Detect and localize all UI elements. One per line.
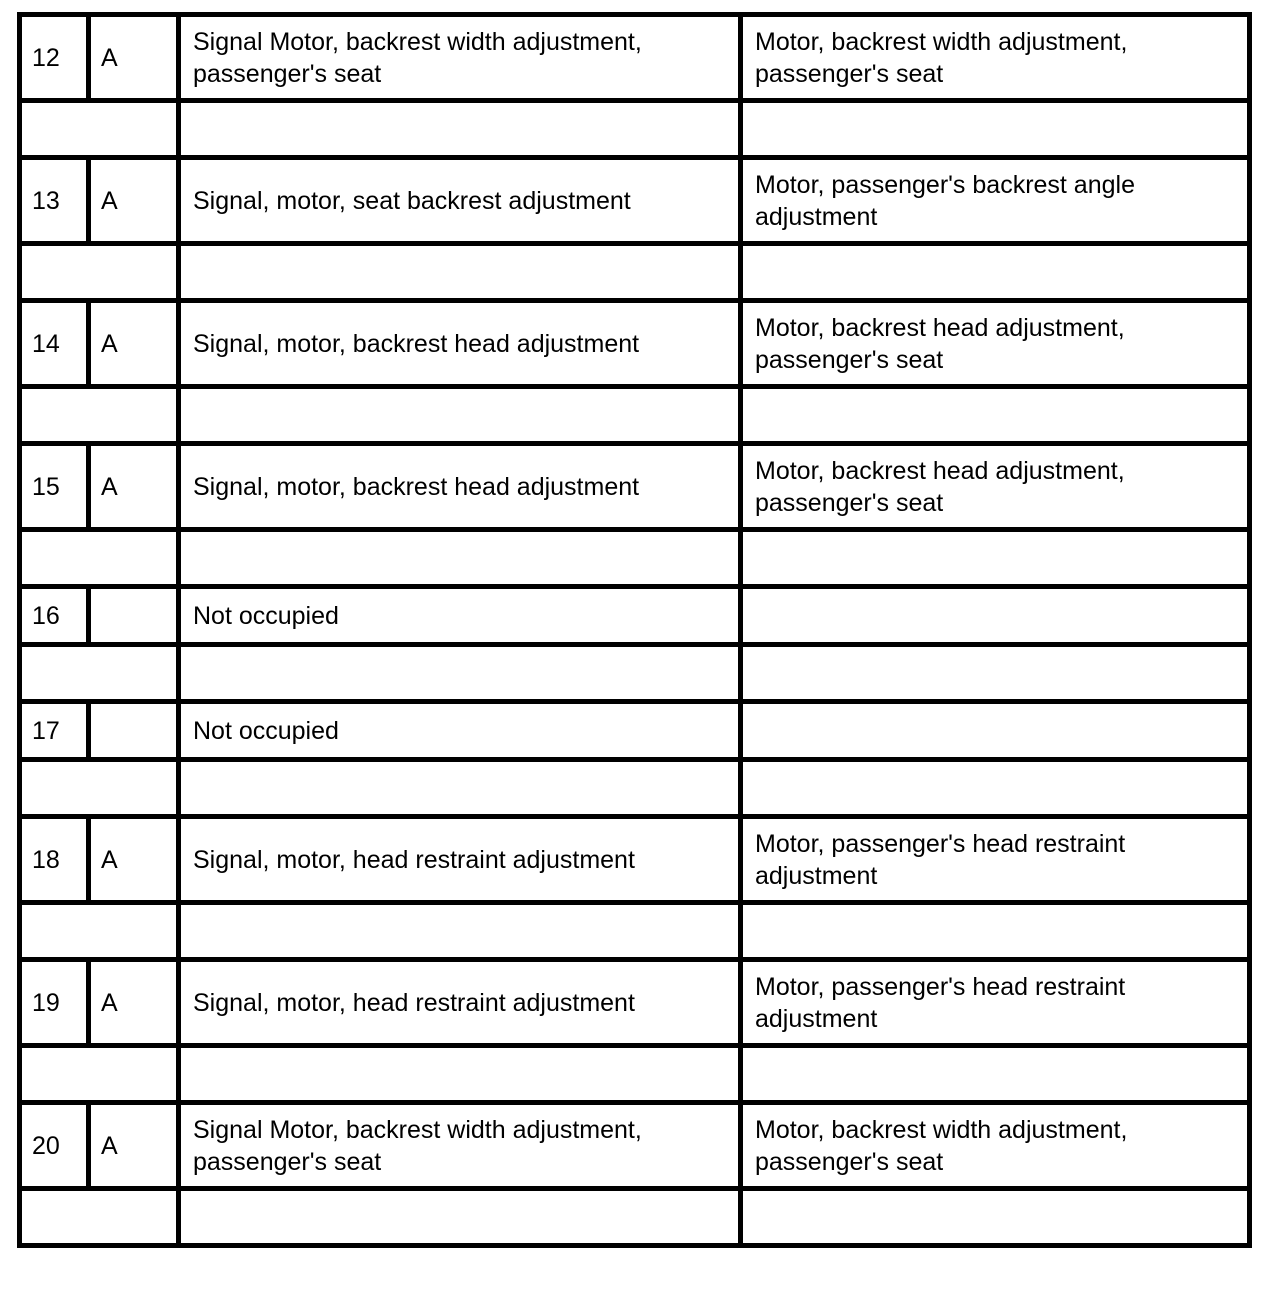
empty-cell: [179, 760, 741, 817]
description-cell: Motor, backrest width adjustment, passenger's seat: [741, 1103, 1250, 1189]
description-cell: [741, 702, 1250, 760]
pin-number-cell: 12: [20, 15, 89, 101]
spacer-row: [20, 903, 1250, 960]
pin-type-cell: A: [89, 444, 179, 530]
pin-number-cell: 14: [20, 301, 89, 387]
table-row: [20, 158, 1250, 244]
table-row: [20, 1103, 1250, 1189]
pin-assignment-table: [17, 12, 1252, 1248]
pin-number-cell: 19: [20, 960, 89, 1046]
pin-number-cell: 20: [20, 1103, 89, 1189]
empty-cell: [741, 387, 1250, 444]
empty-cell: [179, 530, 741, 587]
empty-cell: [20, 645, 179, 702]
spacer-row: [20, 244, 1250, 301]
table-row: [20, 702, 1250, 760]
pin-type-cell: [89, 702, 179, 760]
description-cell: Motor, passenger's head restraint adjustment: [741, 960, 1250, 1046]
signal-cell: Signal, motor, backrest head adjustment: [179, 301, 741, 387]
signal-cell: Not occupied: [179, 587, 741, 645]
empty-cell: [179, 645, 741, 702]
pin-number-cell: 17: [20, 702, 89, 760]
empty-cell: [741, 1046, 1250, 1103]
empty-cell: [741, 101, 1250, 158]
spacer-row: [20, 760, 1250, 817]
spacer-row: [20, 645, 1250, 702]
empty-cell: [179, 903, 741, 960]
empty-cell: [20, 903, 179, 960]
table-row: [20, 301, 1250, 387]
empty-cell: [741, 760, 1250, 817]
spacer-row: [20, 530, 1250, 587]
empty-cell: [741, 1189, 1250, 1246]
empty-cell: [741, 645, 1250, 702]
empty-cell: [20, 760, 179, 817]
pin-type-cell: A: [89, 158, 179, 244]
spacer-row: [20, 101, 1250, 158]
signal-cell: Signal, motor, backrest head adjustment: [179, 444, 741, 530]
empty-cell: [20, 101, 179, 158]
pin-number-cell: 18: [20, 817, 89, 903]
pin-type-cell: A: [89, 1103, 179, 1189]
empty-cell: [741, 903, 1250, 960]
empty-cell: [20, 1046, 179, 1103]
table-row: [20, 960, 1250, 1046]
description-cell: [741, 587, 1250, 645]
empty-cell: [741, 244, 1250, 301]
spacer-row: [20, 1046, 1250, 1103]
table-row: [20, 444, 1250, 530]
description-cell: Motor, backrest head adjustment, passenger's seat: [741, 301, 1250, 387]
pin-number-cell: 16: [20, 587, 89, 645]
signal-cell: Signal, motor, seat backrest adjustment: [179, 158, 741, 244]
pin-type-cell: A: [89, 15, 179, 101]
pin-type-cell: A: [89, 301, 179, 387]
table-row: [20, 15, 1250, 101]
pin-type-cell: A: [89, 960, 179, 1046]
description-cell: Motor, backrest width adjustment, passenger's seat: [741, 15, 1250, 101]
pin-number-cell: 13: [20, 158, 89, 244]
empty-cell: [179, 101, 741, 158]
empty-cell: [20, 530, 179, 587]
signal-cell: Signal Motor, backrest width adjustment, passenger's seat: [179, 1103, 741, 1189]
spacer-row: [20, 1189, 1250, 1246]
table-row: [20, 587, 1250, 645]
signal-cell: Signal Motor, backrest width adjustment, passenger's seat: [179, 15, 741, 101]
empty-cell: [179, 387, 741, 444]
table-row: [20, 817, 1250, 903]
signal-cell: Signal, motor, head restraint adjustment: [179, 817, 741, 903]
signal-cell: Not occupied: [179, 702, 741, 760]
description-cell: Motor, passenger's backrest angle adjustment: [741, 158, 1250, 244]
pin-number-cell: 15: [20, 444, 89, 530]
empty-cell: [179, 244, 741, 301]
empty-cell: [20, 387, 179, 444]
empty-cell: [179, 1046, 741, 1103]
pin-type-cell: A: [89, 817, 179, 903]
signal-cell: Signal, motor, head restraint adjustment: [179, 960, 741, 1046]
description-cell: Motor, backrest head adjustment, passenger's seat: [741, 444, 1250, 530]
pin-type-cell: [89, 587, 179, 645]
empty-cell: [179, 1189, 741, 1246]
spacer-row: [20, 387, 1250, 444]
description-cell: Motor, passenger's head restraint adjustment: [741, 817, 1250, 903]
empty-cell: [20, 1189, 179, 1246]
empty-cell: [20, 244, 179, 301]
empty-cell: [741, 530, 1250, 587]
